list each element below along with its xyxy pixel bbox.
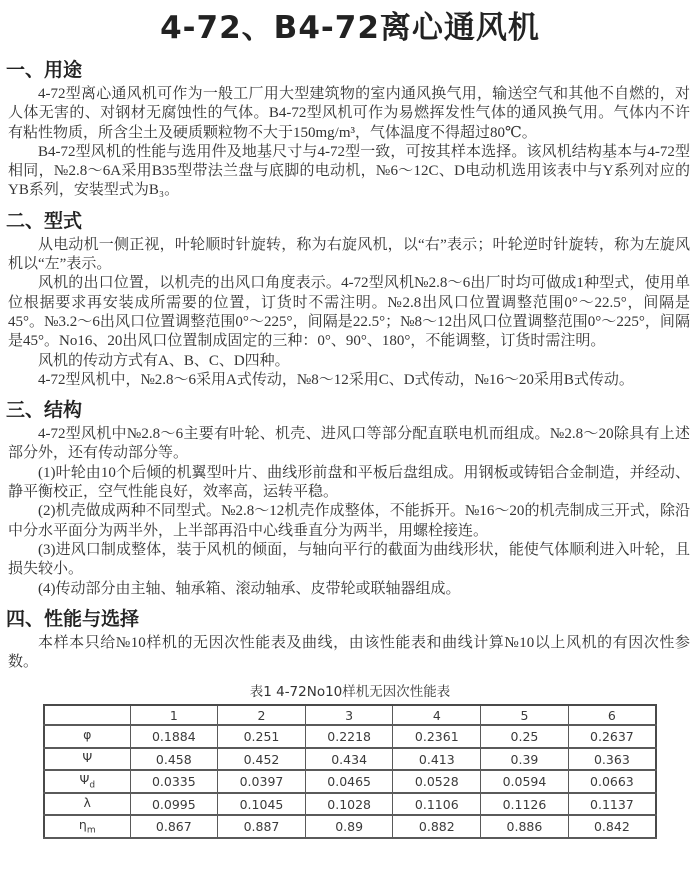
symbol-psi-d-sub: d xyxy=(89,780,96,791)
table-cell: 0.39 xyxy=(481,748,569,771)
symbol-eta-sub: m xyxy=(86,825,96,836)
table-col-header-empty xyxy=(44,705,130,725)
section-heading-type: 二、型式 xyxy=(6,209,83,232)
paragraph-structure-2: (1)叶轮由10个后倾的机翼型叶片、曲线形前盘和平板后盘组成。用钢板或铸铝合金制造，并经动、静平衡校正，空气性能良好，效率高，运转平稳。 xyxy=(8,464,690,501)
table-col-header-6: 6 xyxy=(568,705,656,725)
table-caption: 表1 4-72No10样机无因次性能表 xyxy=(249,684,451,701)
table-cell: 0.413 xyxy=(393,748,481,771)
table-cell: 0.886 xyxy=(481,815,569,838)
table-cell: 0.2218 xyxy=(305,725,393,748)
paragraph-type-2: 风机的出口位置，以机壳的出风口角度表示。4-72型风机№2.8～6出厂时均可做成1种型式，使用单位根据要求再安装成所需要的位置，订货时不需注明。№2.8出风口位置调整范围0°～22.5°，间隔是45°。№3.2～6出风口位置调整范围0°～225°，间隔是22.5°；№8～12出风口位置调整范围0°～225°，间隔是45°。No16、20出风口位置制成固定的三种：0°、90°、180°，不能调整，订货时需注明。 xyxy=(8,275,690,350)
table-cell: 0.458 xyxy=(130,748,218,771)
table-cell: 0.0397 xyxy=(218,770,306,793)
row-label-lambda xyxy=(44,793,130,816)
paragraph-structure-3: (2)机壳做成两种不同型式。№2.8～12机壳作成整体，不能拆开。№16～20的机壳制成三开式，除沿中分水平面分为两半外，上半部再沿中心线垂直分为两半，用螺栓接连。 xyxy=(8,503,690,539)
section-heading-structure: 三、结构 xyxy=(6,399,83,422)
table-cell: 0.1045 xyxy=(218,793,306,816)
symbol-eta: η xyxy=(78,817,87,833)
table-row-phi xyxy=(44,725,656,748)
table-cell: 0.0995 xyxy=(130,793,218,816)
section-heading-performance: 四、性能与选择 xyxy=(6,607,140,630)
table-row-psi-d xyxy=(44,770,656,793)
row-label-psi xyxy=(44,748,130,771)
symbol-lambda: λ xyxy=(83,794,91,810)
table-cell: 0.887 xyxy=(218,815,306,838)
table-cell: 0.363 xyxy=(568,748,656,771)
paragraph-structure-1: 4-72型风机中№2.8～6主要有叶轮、机壳、进风口等部分配直联电机而组成。№2.8～20除具有上述部分外，还有传动部分等。 xyxy=(8,426,690,462)
table-col-header-1: 1 xyxy=(130,705,218,725)
table-header-row xyxy=(44,705,656,725)
section-heading-usage: 一、用途 xyxy=(6,59,83,81)
paragraph-structure-5: (4)传动部分由主轴、轴承箱、滚动轴承、皮带轮或联轴器组成。 xyxy=(38,580,461,597)
row-label-psi-d xyxy=(44,770,130,793)
section-performance xyxy=(0,604,700,673)
table-cell: 0.2637 xyxy=(568,725,656,748)
table-cell: 0.882 xyxy=(393,815,481,838)
paragraph-type-3: 风机的传动方式有A、B、C、D四种。 xyxy=(38,352,290,369)
table-col-header-5: 5 xyxy=(481,705,569,725)
table-cell: 0.0528 xyxy=(393,770,481,793)
symbol-psi: Ψ xyxy=(82,749,93,765)
table-cell: 0.452 xyxy=(218,748,306,771)
table-cell: 0.0465 xyxy=(305,770,393,793)
table-row-psi xyxy=(44,748,656,771)
paragraph-usage-1: 4-72型离心通风机可作为一般工厂用大型建筑物的室内通风换气用，输送空气和其他不自燃的，对人体无害的、对钢材无腐蚀性的气体。B4-72型风机可作为易燃挥发性气体的通风换气用。气体内不许有粘性物质，所含尘土及硬质颗粒物不大于150mg/m³，气体温度不得超过80℃。 xyxy=(8,86,690,141)
row-label-eta xyxy=(44,815,130,838)
table-col-header-2: 2 xyxy=(218,705,306,725)
paragraph-structure-4: (3)进风口制成整体，装于风机的倾面，与轴向平行的截面为曲线形状，能使气体顺利进入叶轮，且损失较小。 xyxy=(8,541,690,578)
paragraph-type-4: 4-72型风机中，№2.8～6采用A式传动，№8～12采用C、D式传动，№16～20采用B式传动。 xyxy=(38,371,634,388)
paragraph-type-1: 从电动机一侧正视，叶轮顺时针旋转，称为右旋风机，以“右”表示；叶轮逆时针旋转，称为左旋风机以“左”表示。 xyxy=(8,236,690,273)
table-cell: 0.0335 xyxy=(130,770,218,793)
section-type xyxy=(0,206,700,390)
table-cell: 0.1126 xyxy=(481,793,569,816)
section-usage xyxy=(0,55,700,201)
table-cell: 0.434 xyxy=(305,748,393,771)
table-cell: 0.251 xyxy=(218,725,306,748)
table-cell: 0.867 xyxy=(130,815,218,838)
table-row-lambda xyxy=(44,793,656,816)
table-cell: 0.89 xyxy=(305,815,393,838)
symbol-phi: φ xyxy=(83,727,92,743)
performance-table xyxy=(43,704,657,839)
table-cell: 0.842 xyxy=(568,815,656,838)
table-cell: 0.0594 xyxy=(481,770,569,793)
table-cell: 0.25 xyxy=(481,725,569,748)
table-row-eta xyxy=(44,815,656,838)
table-col-header-4: 4 xyxy=(393,705,481,725)
page-title: 4-72、B4-72离心通风机 xyxy=(160,10,540,46)
table-cell: 0.1028 xyxy=(305,793,393,816)
section-structure xyxy=(0,395,700,599)
table-cell: 0.1137 xyxy=(568,793,656,816)
table-cell: 0.2361 xyxy=(393,725,481,748)
table-cell: 0.0663 xyxy=(568,770,656,793)
paragraph-usage-2: B4-72型风机的性能与选用件及地基尺寸与4-72型一致，可按其样本选择。该风机结构基本与4-72型相同，№2.8～6A采用B35型带法兰盘与底脚的电动机，№6～12C、D电动机选用该表中与Y系列对应的YB系列，安装型式为B₃。 xyxy=(8,143,690,199)
symbol-psi-d: Ψ xyxy=(79,772,90,788)
row-label-phi xyxy=(44,725,130,748)
paragraph-performance-1: 本样本只给№10样机的无因次性能表及曲线，由该性能表和曲线计算№10以上风机的有因次性参数。 xyxy=(8,634,690,671)
table-cell: 0.1106 xyxy=(393,793,481,816)
table-col-header-3: 3 xyxy=(305,705,393,725)
table-cell: 0.1884 xyxy=(130,725,218,748)
